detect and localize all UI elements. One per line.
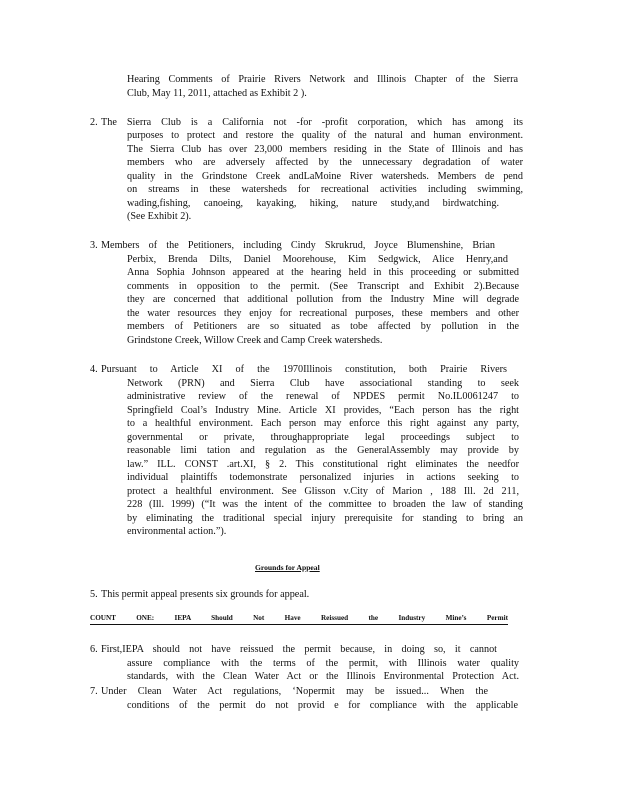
paragraph-number: 3. xyxy=(90,240,98,251)
paragraph-number: 4. xyxy=(90,364,98,375)
paragraph-line: reasonable limi tation and regulation as the GeneralAssembly may provide by xyxy=(127,445,519,456)
paragraph-line: by eliminating the traditional special injury prerequisite for standing to bring an xyxy=(127,513,523,524)
paragraph-line: quality in the Grindstone Creek andLaMoine River watersheds. Members de pend xyxy=(127,171,523,182)
paragraph-line: (See Exhibit 2). xyxy=(127,211,192,222)
paragraph-line: First,IEPA should not have reissued the permit because, in doing so, it cannot xyxy=(101,644,497,655)
paragraph-line: they are concerned that additional pollution from the Industry Mine will degrade xyxy=(127,294,519,305)
paragraph-line: members who are adversely affected by the unnecessary degradation of water xyxy=(127,157,523,168)
paragraph-number: 2. xyxy=(90,117,98,128)
paragraph-line: Under Clean Water Act regulations, ‘Nopermit may be issued... When the xyxy=(101,686,488,697)
count-heading: COUNT ONE: IEPA Should Not Have Reissued the Industry Mine’s Permit xyxy=(90,613,508,625)
paragraph-line: the water resources they enjoy for recreational purposes, these members and other xyxy=(127,308,519,319)
paragraph-line: Perbix, Brenda Dilts, Daniel Moorehouse, Kim Sedgwick, Alice Henry,and xyxy=(127,254,508,265)
paragraph-line: governmental or private, throughappropriate legal proceedings subject to xyxy=(127,432,519,443)
paragraph-line: on streams in these watersheds for recreational activities including swimming, xyxy=(127,184,523,195)
paragraph-line: 228 (Ill. 1999) (“It was the intent of the committee to broaden the law of standing xyxy=(127,499,523,510)
paragraph-line: The Sierra Club has over 23,000 members residing in the State of Illinois and has xyxy=(127,144,523,155)
paragraph-line: assure compliance with the terms of the permit, with Illinois water quality xyxy=(127,658,519,669)
paragraph-number: 6. xyxy=(90,644,98,655)
paragraph-line: wading,fishing, canoeing, kayaking, hiking, nature study,and birdwatching. xyxy=(127,198,499,209)
paragraph-line: purposes to protect and restore the quality of the natural and human environment. xyxy=(127,130,523,141)
paragraph-line: This permit appeal presents six grounds for appeal. xyxy=(101,589,310,600)
paragraph-line: Grindstone Creek, Willow Creek and Camp Creek watersheds. xyxy=(127,335,383,346)
paragraph-line: Anna Sophia Johnson appeared at the hearing held in this proceeding or submitted xyxy=(127,267,519,278)
paragraph-line: Pursuant to Article XI of the 1970Illinois constitution, both Prairie Rivers xyxy=(101,364,507,375)
section-heading: Grounds for Appeal xyxy=(255,563,320,572)
paragraph-line: The Sierra Club is a California not -for -profit corporation, which has among its xyxy=(101,117,523,128)
paragraph-line: members of Petitioners are so situated as tobe affected by pollution in the xyxy=(127,321,519,332)
paragraph-line: Springfield Coal’s Industry Mine. Article XI provides, “Each person has the right xyxy=(127,405,519,416)
paragraph-line: comments in opposition to the permit. (See Transcript and Exhibit 2).Because xyxy=(127,281,519,292)
paragraph-line: to a healthful environment. Each person may enforce this right against any party, xyxy=(127,418,519,429)
paragraph-line: Members of the Petitioners, including Cindy Skrukrud, Joyce Blumenshine, Brian xyxy=(101,240,495,251)
paragraph-line: protect a healthful environment. See Glisson v.City of Marion , 188 Ill. 2d 211, xyxy=(127,486,519,497)
paragraph-line: environmental action.”). xyxy=(127,526,227,537)
paragraph-line: Club, May 11, 2011, attached as Exhibit 2 ). xyxy=(127,88,307,99)
paragraph-number: 7. xyxy=(90,686,98,697)
paragraph-number: 5. xyxy=(90,589,98,600)
paragraph-line: conditions of the permit do not provid e for compliance with the applicable xyxy=(127,700,518,711)
paragraph-line: Network (PRN) and Sierra Club have associational standing to seek xyxy=(127,378,519,389)
paragraph-line: administrative review of the renewal of NPDES permit No.IL0061247 to xyxy=(127,391,519,402)
paragraph-line: law.” ILL. CONST .art.XI, § 2. This constitutional right eliminates the needfor xyxy=(127,459,519,470)
paragraph-line: Hearing Comments of Prairie Rivers Network and Illinois Chapter of the Sierra xyxy=(127,74,518,85)
paragraph-line: standards, with the Clean Water Act or the Illinois Environmental Protection Act. xyxy=(127,671,519,682)
paragraph-line: individual plaintiffs todemonstrate personalized injuries in actions seeking to xyxy=(127,472,519,483)
